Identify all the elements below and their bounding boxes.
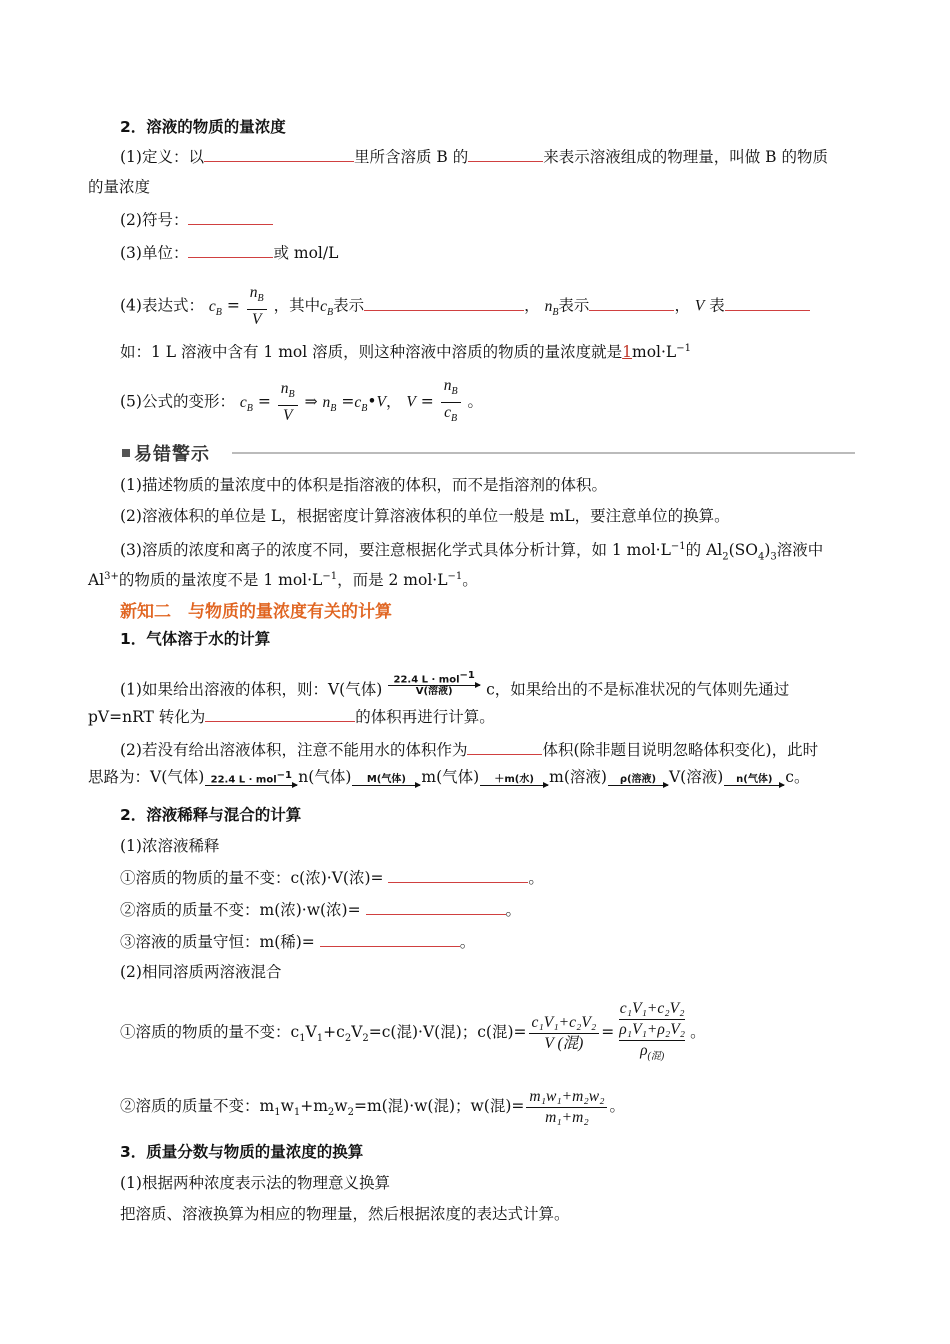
expr-text: ，其中: [273, 296, 321, 315]
expr-text: 表示: [333, 296, 365, 315]
math-c: $c_B$: [320, 297, 334, 318]
implies-symbol: ⇒: [304, 392, 318, 411]
conversion-item-1: (1)根据两种浓度表示法的物理意义换算: [120, 1174, 390, 1192]
blank-field[interactable]: [188, 209, 273, 225]
section-heading-calc: 新知二 与物质的量浓度有关的计算: [120, 602, 392, 622]
expression-line: (4)表达式： $c_B$ = $\frac{n_B}{V}$ ，其中$c_B$表示 ， $n_B$表示 ， V 表: [120, 283, 910, 333]
arrow-icon: n(气体): [724, 774, 784, 786]
math-n: $n_B$: [544, 297, 559, 318]
fraction-nB-V: $\frac{n_B}{V}$: [247, 283, 267, 330]
fraction-rho: c₁V₁+c₂V₂ ρ₁V₁+ρ₂V₂ $\rho_{(混)}$: [619, 999, 686, 1063]
gas-line-3: (2)若没有给出溶液体积，注意不能用水的体积作为 体积(除非题目说明忽略体积变化)，此时: [120, 741, 819, 759]
symbol-line: [120, 209, 910, 231]
fraction-w: $\frac{\text{m₁w₁+m₂w₂}}{\text{m₁+m₂}}$: [526, 1087, 607, 1128]
formula-label: (5)公式的变形：: [120, 392, 235, 411]
gas-line-2: pV=nRT 转化为 的体积再进行计算。: [88, 708, 495, 726]
unit-alt-text: 或 mol/L: [273, 244, 339, 262]
divider: [232, 452, 855, 454]
subsection-dilution: 2．溶液稀释与混合的计算: [120, 806, 302, 824]
conversion-item-2: 把溶质、溶液换算为相应的物理量，然后根据浓度的表达式计算。: [120, 1205, 570, 1223]
unit-line: [120, 242, 910, 264]
formula-transform-line: (5)公式的变形： $c_B$ = $\frac{n_B}{V}$ ⇒ $n_B$ $=c_B•V$， V = $\frac{n_B}{c_B}$ 。: [120, 376, 910, 431]
mix-heading: (2)相同溶质两溶液混合: [120, 963, 282, 981]
fraction-nB-V: $\frac{n_B}{V}$: [278, 379, 298, 426]
math-c: $c_B$: [208, 297, 222, 318]
blank-field[interactable]: [320, 931, 460, 947]
dilution-item-3: ③溶液的质量守恒：m(稀)= 。: [120, 933, 476, 951]
unit-label: (3)单位：: [120, 244, 189, 262]
gas-flow-line: 思路为：V(气体) 22.4 L · mol$^{-1}$ n(气体) M(气体) m(气体) ＋m(水) m(溶液) ρ(溶液) V(溶液) n(气体) c。: [88, 768, 810, 786]
arrow-icon: M(气体): [352, 774, 420, 786]
mix-formula-2: ②溶质的质量不变：$m_1w_1+m_2w_2=m$(混)·w(混)；w(混)= $\frac{\text{m₁w₁+m₂w₂}}{\text{m₁+m₂}}$ 。: [120, 1087, 625, 1126]
definition-line: [120, 146, 910, 168]
fraction-mix: $\frac{\text{c₁V₁+c₂V₂}}{\text{V (混)}}$: [529, 1013, 600, 1054]
dilution-heading: (1)浓溶液稀释: [120, 837, 220, 855]
arrow-icon: ＋m(水): [480, 774, 548, 786]
bullet-icon: [122, 449, 130, 457]
section-title-concentration: 2．溶液的物质的量浓度: [120, 118, 286, 136]
subsection-gas: 1．气体溶于水的计算: [120, 630, 271, 648]
dilution-item-1: ①溶质的物质的量不变：c(浓)·V(浓)= 。: [120, 869, 544, 887]
dilution-item-2: ②溶质的质量不变：m(浓)·w(浓)= 。: [120, 901, 522, 919]
blank-field[interactable]: [188, 242, 273, 258]
example-answer: 1: [622, 343, 633, 362]
definition-text: (1)定义：以: [120, 148, 204, 166]
definition-cont: 的量浓度: [88, 178, 151, 196]
blank-field[interactable]: [725, 295, 810, 311]
arrow-icon: ρ(溶液): [608, 774, 668, 786]
blank-field[interactable]: [388, 867, 528, 883]
symbol-label: (2)符号：: [120, 211, 189, 229]
expr-label: (4)表达式：: [120, 296, 204, 315]
definition-text: 里所含溶质 B 的: [353, 148, 469, 166]
warning-title: 易错警示: [134, 444, 210, 465]
example-line: 如：1 L 溶液中含有 1 mol 溶质，则这种溶液中溶质的物质的量浓度就是$1mol\cdot L^{-1}$: [120, 343, 691, 362]
warning-banner: [120, 440, 855, 464]
equals: =: [226, 296, 240, 315]
fraction-nB-cB: $\frac{n_B}{c_B}$: [441, 376, 461, 429]
blank-field[interactable]: [364, 295, 524, 311]
gas-line-1: (1)如果给出溶液的体积，则：V(气体) 22.4 L · mol$^{-1}$ V(溶液) c，如果给出的不是标准状况的气体则先通过: [120, 670, 790, 699]
subsection-conversion: 3．质量分数与物质的量浓度的换算: [120, 1143, 364, 1161]
blank-field[interactable]: [366, 899, 506, 915]
blank-field[interactable]: [468, 146, 543, 162]
blank-field[interactable]: [467, 739, 542, 755]
blank-field[interactable]: [589, 295, 674, 311]
warning-item-2: (2)溶液体积的单位是 L，根据密度计算溶液体积的单位一般是 mL，要注意单位的换算。: [120, 507, 730, 525]
blank-field[interactable]: [204, 146, 354, 162]
warning-item-3-cont: $Al^{3+}$的物质的量浓度不是 1 $mol\cdot L^{-1}$，而是 2 $mol\cdot L^{-1}$。: [88, 571, 478, 590]
mix-formula-1: ①溶质的物质的量不变：$c_1V_1+c_2V_2=c$(混)·V(混)；c(混)= $\frac{\text{c₁V₁+c₂V₂}}{\text{V (混)}}$ = c₁V₁+c₂V₂ ρ₁V₁+ρ₂V₂ $\rho_{(混)}$ 。: [120, 990, 910, 1081]
warning-item-3: (3)溶质的浓度和离子的浓度不同，要注意根据化学式具体分析计算，如 1 $mol\cdot L^{-1}$的 $Al_2(SO_4)_3$溶液中: [120, 541, 824, 563]
arrow-icon: 22.4 L · mol$^{-1}$: [205, 770, 297, 786]
definition-text: 来表示溶液组成的物理量，叫做 B 的物质: [543, 148, 828, 166]
blank-field[interactable]: [205, 706, 355, 722]
arrow-icon: 22.4 L · mol$^{-1}$ V(溶液): [388, 670, 480, 697]
warning-item-1: (1)描述物质的量浓度中的体积是指溶液的体积，而不是指溶剂的体积。: [120, 476, 607, 494]
math-V: V: [694, 297, 705, 315]
